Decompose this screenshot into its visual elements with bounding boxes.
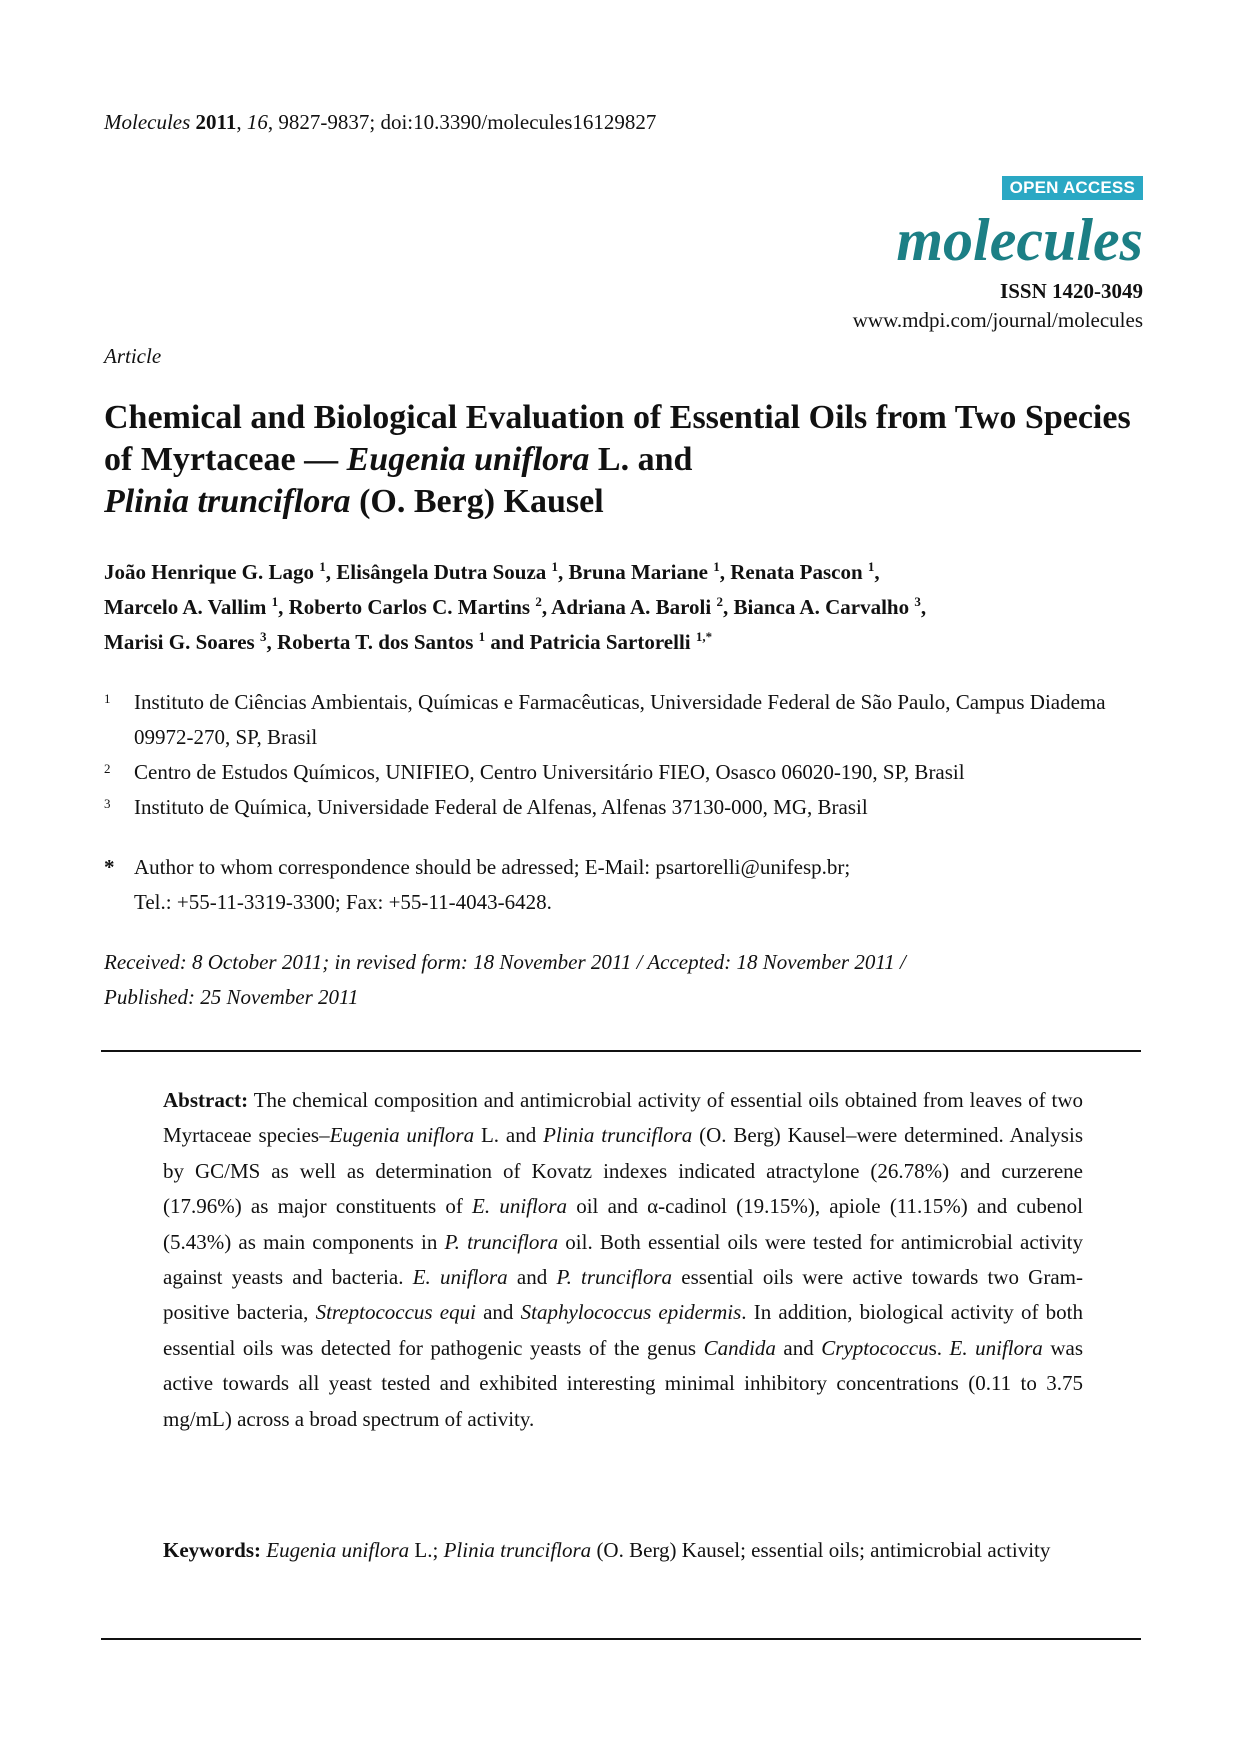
italic-term: P. trunciflora [444, 1229, 559, 1254]
author-affiliation-marker: 1 [271, 594, 279, 609]
author-name: Patricia Sartorelli [529, 630, 696, 654]
affiliation-number: 1 [104, 691, 111, 706]
author-affiliation-marker: 1 [319, 559, 326, 574]
author-name: Bruna Mariane [568, 560, 714, 584]
text-segment: . In addition, biological activity of both essential oils was detected for pathogenic yeasts of the genus [163, 1300, 1083, 1360]
author-affiliation-marker: 3 [914, 594, 921, 609]
citation-line: Molecules 2011, 16, 9827-9837; doi:10.3390/molecules16129827 [104, 110, 657, 134]
italic-term: E. uniflora [472, 1194, 568, 1219]
pages-doi: , 9827-9837; doi:10.3390/molecules16129827 [267, 110, 657, 134]
author-name: Renata Pascon [730, 560, 868, 584]
abstract-label: Abstract: [163, 1088, 249, 1112]
affiliation-number: 2 [104, 761, 111, 776]
text-segment: (O. Berg) Kausel; essential oils; antimicrobial activity [591, 1538, 1051, 1562]
italic-term: Staphylococcus epidermis [520, 1300, 742, 1325]
open-access-badge: OPEN ACCESS [1002, 176, 1143, 200]
italic-term: Eugenia uniflora [329, 1123, 475, 1148]
author-affiliation-marker: 2 [535, 594, 542, 609]
italic-term: Candida [703, 1335, 776, 1360]
publication-dates [104, 945, 1144, 1015]
text-segment: s. [928, 1335, 950, 1360]
affiliation-text: Instituto de Ciências Ambientais, Químicas e Farmacêuticas, Universidade Federal de São Paulo, Campus Diadema 09972-270, SP, Brasil [134, 690, 1106, 749]
italic-term: Streptococcus equi [315, 1300, 476, 1325]
dates-line-1: Received: 8 October 2011; in revised form: 18 November 2011 / Accepted: 18 November 2011 / [104, 950, 906, 974]
affiliation-text: Centro de Estudos Químicos, UNIFIEO, Centro Universitário FIEO, Osasco 06020-190, SP, Brasil [134, 760, 965, 784]
author-name: Marcelo A. Vallim [104, 595, 272, 619]
keywords-label: Keywords: [163, 1538, 261, 1562]
italic-term: E. uniflora [949, 1335, 1043, 1360]
title-species-1: Eugenia uniflora [346, 441, 590, 478]
journal-logo-title: molecules [896, 207, 1143, 273]
italic-term: E. uniflora [412, 1265, 508, 1290]
author-name: Marisi G. Soares [104, 630, 260, 654]
affiliation-2 [104, 755, 1144, 790]
text-segment: essential oils were active towards two Gram-positive bacteria, [163, 1265, 1083, 1325]
correspondence [104, 850, 1144, 920]
divider-bottom [101, 1638, 1141, 1640]
text-segment: oil. Both essential oils were tested for antimicrobial activity against yeasts and bacteria. [163, 1229, 1084, 1290]
affiliation-number: 3 [104, 796, 111, 811]
author-name: Roberta T. dos Santos [276, 630, 479, 654]
italic-term: Eugenia uniflora [266, 1538, 410, 1562]
keywords [163, 1533, 1083, 1568]
text-segment: (O. Berg) Kausel–were determined. Analysis by GC/MS as well as determination of Kovatz indexes indicated atractylone (26.78%) and curzerene (17.96%) as major constituents of [163, 1123, 1083, 1219]
volume: 16 [246, 110, 268, 134]
author-affiliation-marker: 3 [259, 629, 267, 644]
title-text-3: (O. Berg) Kausel [350, 483, 604, 520]
correspondence-email-line: Author to whom correspondence should be adressed; E-Mail: psartorelli@unifesp.br; [134, 855, 851, 879]
affiliation-3 [104, 790, 1144, 825]
italic-term: Plinia trunciflora [543, 1123, 693, 1148]
author-name: Bianca A. Carvalho [733, 595, 915, 619]
title-text-1: Chemical and Biological Evaluation of Essential Oils from Two Species of Myrtaceae — [104, 399, 1131, 478]
divider-top [101, 1050, 1141, 1052]
text-segment: was active towards all yeast tested and exhibited interesting minimal inhibitory concentrations (0.11 to 3.75 mg/mL) across a broad spectrum of activity. [163, 1335, 1083, 1431]
author-name: Adriana A. Baroli [551, 595, 717, 619]
author-name: Elisângela Dutra Souza [336, 560, 552, 584]
author-name: João Henrique G. Lago [104, 560, 320, 584]
keywords-body [261, 1538, 1050, 1562]
title-species-2: Plinia trunciflora [104, 483, 351, 520]
text-segment: The chemical composition and antimicrobial activity of essential oils obtained from leaves of two Myrtaceae species– [163, 1088, 1083, 1148]
author-name: Roberto Carlos C. Martins [288, 595, 536, 619]
text-segment: L.; [409, 1538, 444, 1562]
issn: ISSN 1420-3049 [1000, 279, 1143, 303]
author-affiliation-marker: 2 [716, 594, 723, 609]
journal-url[interactable]: www.mdpi.com/journal/molecules [852, 308, 1143, 332]
article-type: Article [104, 344, 162, 368]
author-affiliation-marker: 1 [867, 559, 875, 574]
author-affiliation-marker: 1,* [695, 629, 713, 644]
text-segment: and [507, 1265, 557, 1290]
italic-term: Plinia trunciflora [443, 1538, 592, 1562]
italic-term: Cryptococcu [821, 1335, 929, 1360]
affiliation-text: Instituto de Química, Universidade Federal de Alfenas, Alfenas 37130-000, MG, Brasil [134, 795, 868, 819]
dates-line-2: Published: 25 November 2011 [104, 985, 359, 1009]
author-affiliation-marker: 1 [713, 559, 720, 574]
author-list: João Henrique G. Lago $^1$, Elisângela Dutra Souza $^1$, Bruna Mariane $^1$, Renata Pascon $^1$, Marcelo A. Vallim $^1$, Roberto Carlos C. Martins $^2$, Adriana A. Baroli $^2$, Bianca A. Carvalho $^3$, Marisi G. Soares $^3$, Roberta T. dos Santos $^1$ and Patricia Sartorelli $^{1,*}$ [104, 559, 927, 654]
correspondence-phone-line: Tel.: +55-11-3319-3300; Fax: +55-11-4043-6428. [134, 890, 552, 914]
title-text-2: L. and [589, 441, 693, 478]
italic-term: P. trunciflora [556, 1265, 673, 1290]
text-segment: L. and [474, 1123, 544, 1148]
author-affiliation-marker: 1 [551, 559, 559, 574]
year: 2011 [195, 110, 237, 134]
text-segment: and [775, 1335, 822, 1360]
paper-title [104, 397, 1144, 523]
journal-name: Molecules [104, 110, 191, 134]
correspondence-marker: * [104, 855, 115, 879]
text-segment: oil and α-cadinol (19.15%), apiole (11.15%) and cubenol (5.43%) as main components in [163, 1194, 1083, 1254]
affiliation-1 [104, 685, 1144, 755]
text-segment: and [475, 1300, 521, 1325]
abstract-body [163, 1088, 1083, 1431]
abstract [163, 1083, 1083, 1437]
author-affiliation-marker: 1 [478, 629, 486, 644]
